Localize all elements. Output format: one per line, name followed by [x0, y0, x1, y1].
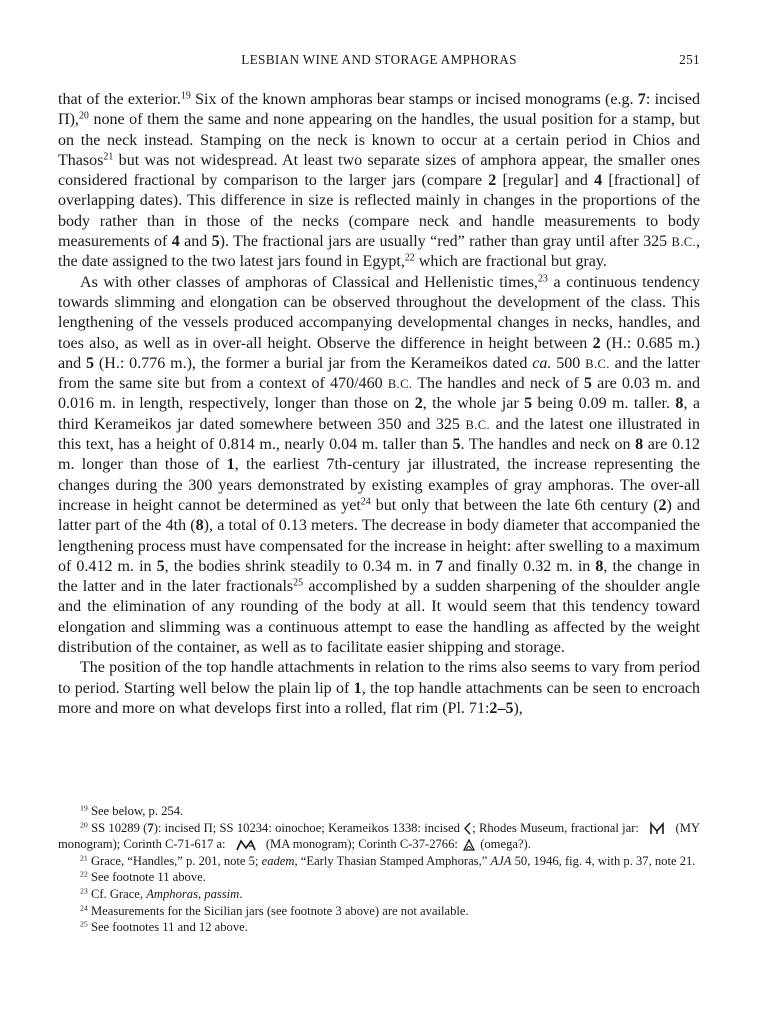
footnote-text: (omega?). [477, 837, 531, 852]
text-run: ). The fractional jars are usually “red” rather than gray until after 325 [219, 233, 672, 251]
footnote-ref-23: 23 [537, 273, 548, 285]
text-run: and the latter from the same site but from a context of 470/460 [58, 354, 701, 393]
text-run: , the top handle attachments can be seen to encroach more and more on what develops first into a rolled, flat rim (Pl. 71: [58, 679, 701, 717]
bc-abbrev: B.C. [671, 235, 696, 250]
text-run: (H.: 0.776 m.), the former a burial jar from the Kerameikos dated [94, 354, 533, 372]
jar-number: 5 [583, 375, 592, 393]
jar-number: 5 [524, 395, 533, 413]
footnote-ref-22: 22 [404, 252, 415, 264]
running-header [58, 52, 700, 72]
footnote-number: 19 [80, 803, 88, 813]
ma-monogram-icon [229, 838, 263, 852]
footnote-number: 21 [80, 853, 88, 863]
footnote-text: ; Rhodes Museum, fractional jar: [472, 820, 643, 835]
my-monogram-icon [642, 822, 672, 836]
footnote-text: (MY monogram); Corinth C-71-617 a: [58, 820, 701, 852]
footnote-text: . [239, 886, 243, 901]
footnote-ref-25: 25 [293, 577, 304, 589]
text-run: [fractional] of overlapping dates). This difference in size is reflected mainly in changes in the proportions of the body rather than in those of the necks (compare neck and handle measurements to body measurements of [58, 172, 701, 251]
jar-number: 5 [156, 557, 165, 575]
jar-number: 1 [353, 679, 362, 697]
footnote-25 [58, 919, 700, 936]
footnote-20 [58, 820, 700, 853]
footnote-ref-21: 21 [103, 151, 114, 163]
footnote-24 [58, 903, 700, 920]
paragraph-3 [58, 658, 700, 719]
footnote-text: ): incised Π; SS 10234: oinochoe; Kerameikos 1338: incised [153, 820, 464, 835]
footnote-ref-24: 24 [360, 496, 371, 508]
footnote-ref-20: 20 [78, 110, 89, 122]
text-run: and finally 0.32 m. in [443, 557, 596, 575]
text-run: ), [513, 699, 523, 717]
page-number: 251 [679, 52, 700, 67]
jar-number: 5 [452, 436, 461, 454]
text-run: are 0.03 m. and 0.016 m. in length, respectively, longer than those on [58, 375, 700, 413]
jar-number: 8 [195, 517, 204, 535]
text-run: none of them the same and none appearing on the handles, the usual position for a stamp, but on the neck instead. Stamping on the neck is known to occur at a certain period in Chios and Thasos [58, 111, 700, 169]
text-run: and [179, 233, 212, 251]
jar-number: 8 [635, 436, 644, 454]
text-run: , the change in the latter and in the later fractionals [58, 557, 701, 596]
jar-number: 1 [226, 456, 235, 474]
text-run: , the date assigned to the two latest jars found in Egypt, [58, 233, 700, 271]
footnote-text: Grace, “Handles,” p. 201, note 5; [87, 853, 262, 868]
bc-abbrev: B.C. [465, 417, 491, 432]
jar-number: 7 [147, 820, 154, 835]
footnote-text: Measurements for the Sicilian jars (see footnote 3 above) are not available. [87, 903, 469, 918]
bc-abbrev: B.C. [585, 356, 610, 371]
footnote-text: 50, 1946, fig. 4, with p. 37, note 21. [511, 853, 696, 868]
book-title: Amphoras, passim [146, 886, 240, 901]
text-run: , the bodies shrink steadily to 0.34 m. in [164, 557, 435, 575]
journal-title: AJA [490, 853, 512, 868]
footnote-number: 22 [80, 870, 88, 880]
footnote-italic: eadem [261, 853, 295, 868]
jar-number: 7 [637, 91, 646, 108]
footnote-text: SS 10289 ( [87, 820, 148, 835]
running-title: LESBIAN WINE AND STORAGE AMPHORAS [241, 52, 517, 67]
footnote-text: , “Early Thasian Stamped Amphoras,” [294, 853, 491, 868]
text-run: but was not widespread. At least two separate sizes of amphora appear, the smaller ones considered fractional by comparison to the larger jars (compare [58, 151, 700, 190]
jar-number: 4 [171, 233, 180, 251]
footnote-22 [58, 869, 700, 886]
bc-abbrev: B.C. [387, 377, 413, 392]
paragraph-1 [58, 90, 700, 273]
text-run: [regular] and [496, 172, 595, 190]
text-run: accomplished by a sudden sharpening of the shoulder angle and the elimination of any rounding of the body at all. It would seem that this tendency toward elongation and slimming was a continuous attempt to ease the handling as affected by the weight distribution of the container, as well as to facilitate easier shipping and storage. [58, 578, 700, 657]
jar-number: 2 [592, 334, 601, 352]
jar-number: 5 [211, 233, 220, 251]
text-run: ) and latter part of the 4th ( [58, 496, 701, 535]
footnote-text: (MA monogram); Corinth C-37-2766: [262, 837, 462, 852]
footnote-text: Cf. Grace, [87, 886, 147, 901]
omega-monogram-icon [461, 838, 477, 852]
text-run: , a third Kerameikos jar dated somewhere between 350 and 325 [58, 395, 700, 433]
footnote-number: 24 [80, 903, 88, 913]
text-run: are 0.12 m. longer than those of [58, 436, 700, 474]
jar-number: 4 [594, 172, 603, 190]
text-run: being 0.09 m. taller. [532, 395, 676, 413]
text-run: and the latest one illustrated in this text, has a height of 0.814 m., nearly 0.04 m. taller than [58, 415, 700, 454]
text-run: As with other classes of amphoras of Classical and Hellenistic times, [80, 273, 538, 291]
footnote-23 [58, 886, 700, 903]
jar-number: 2 [414, 395, 423, 413]
text-run: , the earliest 7th-century jar illustrated, the increase representing the changes during the 300 years demonstrated by existing examples of gray amphoras. The over-all increase in height cannot be determined as yet [58, 456, 700, 514]
footnote-text: See below, p. 254. [87, 804, 184, 818]
text-run: but only that between the late 6th century ( [370, 496, 659, 514]
jar-number: 8 [595, 557, 604, 575]
footnote-text: See footnote 11 above. [87, 870, 206, 885]
footnote-number: 20 [80, 820, 88, 830]
jar-number: 8 [675, 395, 684, 413]
jar-number: 7 [435, 557, 444, 575]
jar-number: 2 [658, 496, 667, 514]
text-run: 500 [551, 354, 586, 372]
text-run: : incised Π), [58, 91, 700, 129]
text-run: Six of the known amphoras bear stamps or incised monograms (e.g. [190, 91, 638, 108]
text-run: . The handles and neck on [460, 436, 636, 454]
footnote-21 [58, 853, 700, 870]
plate-reference: 2–5 [489, 699, 514, 717]
text-run: The position of the top handle attachments in relation to the rims also seems to vary from period to period. Starting well below the plain lip of [58, 659, 700, 697]
footnote-19 [58, 803, 700, 820]
footnote-text: See footnotes 11 and 12 above. [87, 920, 248, 935]
jar-number: 5 [86, 354, 95, 372]
footnote-ref-19: 19 [180, 90, 191, 102]
paragraph-2 [58, 273, 700, 659]
footnote-number: 25 [80, 919, 88, 929]
footnote-number: 23 [80, 886, 88, 896]
text-run: that of the exterior. [58, 91, 181, 108]
text-run: (H.: 0.685 m.) and [58, 334, 700, 372]
text-run: which are fractional but gray. [414, 253, 607, 271]
text-run: The handles and neck of [412, 375, 584, 393]
text-run: ), a total of 0.13 meters. The decrease in body diameter that accompanied the lengthening process must have compensated for the increase in height: after swelling to a maximum of 0.412 m. in [58, 517, 700, 575]
footnotes [58, 803, 700, 936]
incised-mark-icon [463, 822, 472, 835]
circa-abbrev: ca. [532, 354, 552, 372]
jar-number: 2 [488, 172, 497, 190]
main-text [58, 90, 700, 719]
text-run: a continuous tendency towards slimming and elongation can be observed throughout the development of the class. This lengthening of the vessels produced accompanying developmental changes in necks, handles, and toes also, as well as in over-all height. Observe the difference in height between [58, 273, 700, 352]
text-run: , the whole jar [422, 395, 525, 413]
